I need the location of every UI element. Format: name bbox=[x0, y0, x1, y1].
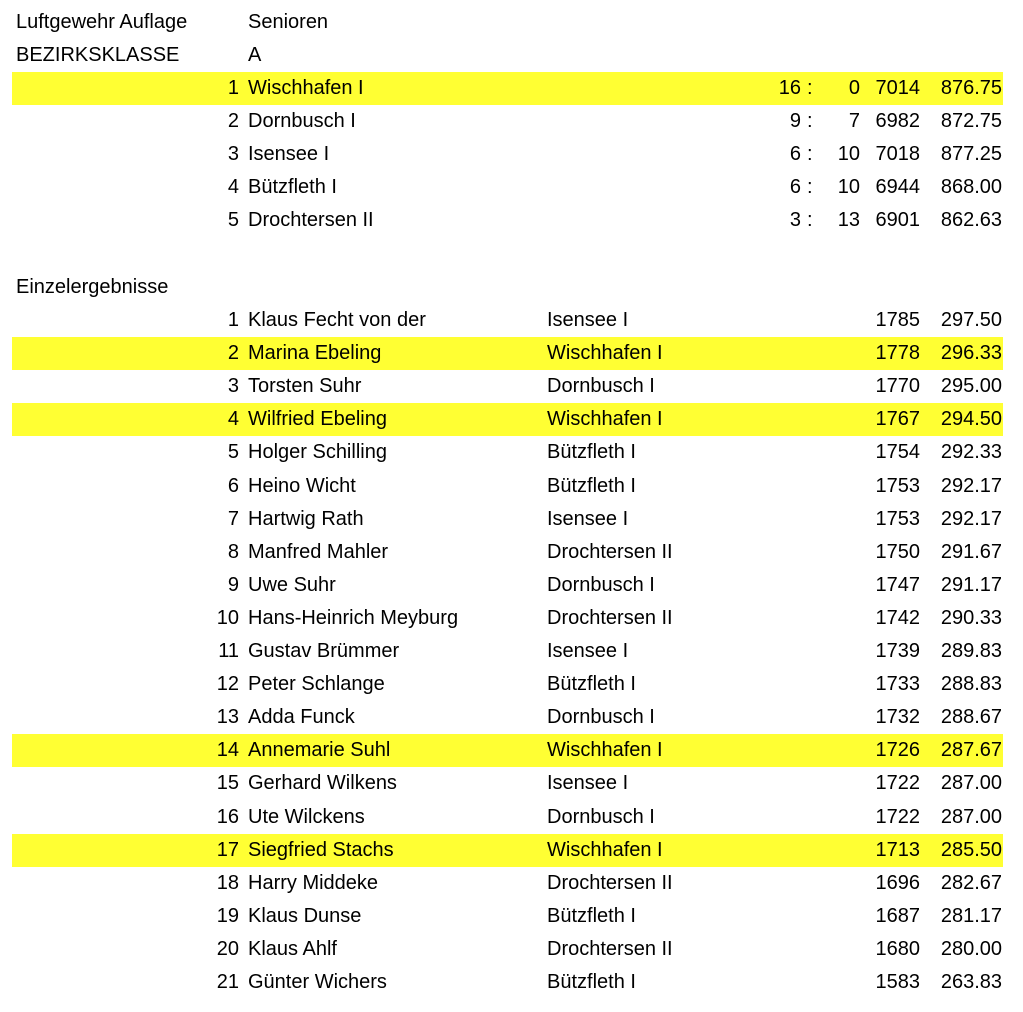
team-rank: 2 bbox=[227, 110, 239, 133]
shooter-total: 1722 bbox=[875, 805, 920, 828]
shooter-club: Dornbusch I bbox=[547, 375, 655, 398]
team-row bbox=[12, 171, 1003, 204]
team-rank: 5 bbox=[227, 209, 239, 232]
team-points-for: 6 bbox=[789, 143, 801, 166]
shooter-club: Dornbusch I bbox=[547, 706, 655, 729]
shooter-average: 291.67 bbox=[940, 540, 1002, 563]
shooter-average: 290.33 bbox=[940, 606, 1002, 629]
shooter-club: Dornbusch I bbox=[547, 805, 655, 828]
team-row bbox=[12, 204, 1003, 237]
shooter-rank: 15 bbox=[216, 772, 239, 795]
shooter-average: 289.83 bbox=[940, 640, 1002, 662]
team-row bbox=[12, 138, 1003, 171]
team-points-against: 13 bbox=[837, 209, 860, 232]
shooter-total: 1750 bbox=[875, 540, 920, 563]
shooter-name: Klaus Ahlf bbox=[248, 937, 337, 960]
shooter-rank: 21 bbox=[216, 971, 239, 993]
shooter-rank: 12 bbox=[216, 673, 239, 696]
shooter-average: 285.50 bbox=[940, 838, 1002, 861]
shooter-total: 1733 bbox=[875, 673, 920, 696]
team-points-for: 6 bbox=[789, 176, 801, 199]
shooter-name: Klaus Fecht von der bbox=[248, 309, 426, 331]
team-total: 6901 bbox=[875, 209, 920, 232]
shooter-name: Günter Wichers bbox=[248, 971, 387, 993]
points-separator: : bbox=[807, 209, 813, 232]
shooter-total: 1726 bbox=[875, 739, 920, 762]
shooter-rank: 5 bbox=[227, 441, 239, 464]
shooter-name: Uwe Suhr bbox=[248, 573, 336, 596]
shooter-row bbox=[12, 900, 1003, 933]
shooter-rank: 14 bbox=[216, 739, 239, 762]
shooter-name: Manfred Mahler bbox=[248, 540, 389, 563]
shooter-average: 294.50 bbox=[940, 408, 1002, 431]
shooter-total: 1742 bbox=[875, 606, 920, 629]
shooter-name: Gerhard Wilkens bbox=[248, 772, 397, 795]
shooter-average: 288.83 bbox=[940, 673, 1002, 696]
shooter-row bbox=[12, 304, 1003, 337]
shooter-total: 1680 bbox=[875, 937, 920, 960]
shooter-name: Wilfried Ebeling bbox=[248, 408, 387, 431]
shooter-row bbox=[12, 966, 1003, 999]
shooter-average: 296.33 bbox=[940, 342, 1002, 365]
shooter-rank: 9 bbox=[227, 573, 239, 596]
shooter-rank: 1 bbox=[227, 309, 239, 331]
shooter-club: Dornbusch I bbox=[547, 573, 655, 596]
shooter-total: 1767 bbox=[875, 408, 920, 431]
team-points-against: 0 bbox=[848, 77, 860, 99]
team-points-against: 10 bbox=[837, 143, 860, 166]
shooter-name: Harry Middeke bbox=[248, 871, 379, 894]
shooter-club: Wischhafen I bbox=[547, 408, 663, 431]
shooter-club: Isensee I bbox=[547, 640, 629, 662]
shooter-name: Adda Funck bbox=[248, 706, 355, 729]
shooter-average: 282.67 bbox=[940, 871, 1002, 894]
shooter-name: Marina Ebeling bbox=[248, 342, 382, 365]
shooter-average: 281.17 bbox=[940, 904, 1002, 927]
shooter-total: 1696 bbox=[875, 871, 920, 894]
shooter-name: Gustav Brümmer bbox=[248, 640, 400, 662]
shooter-rank: 8 bbox=[227, 540, 239, 563]
team-points-for: 3 bbox=[789, 209, 801, 232]
shooter-total: 1753 bbox=[875, 474, 920, 497]
team-points-against: 10 bbox=[837, 176, 860, 199]
shooter-rank: 6 bbox=[227, 474, 239, 497]
shooter-rank: 19 bbox=[216, 904, 239, 927]
discipline-label: Luftgewehr Auflage bbox=[16, 11, 188, 33]
team-row bbox=[12, 105, 1003, 138]
team-name: Dornbusch I bbox=[248, 110, 356, 133]
shooter-club: Bützfleth I bbox=[547, 971, 636, 993]
shooter-average: 297.50 bbox=[940, 309, 1002, 331]
shooter-name: Heino Wicht bbox=[248, 474, 356, 497]
team-name: Bützfleth I bbox=[248, 176, 337, 199]
shooter-total: 1770 bbox=[875, 375, 920, 398]
team-points-against: 7 bbox=[848, 110, 860, 133]
shooter-rank: 18 bbox=[216, 871, 239, 894]
shooter-club: Drochtersen II bbox=[547, 540, 673, 563]
shooter-average: 295.00 bbox=[940, 375, 1002, 398]
shooter-row bbox=[12, 403, 1003, 436]
shooter-club: Drochtersen II bbox=[547, 606, 673, 629]
shooter-club: Drochtersen II bbox=[547, 871, 673, 894]
shooter-row bbox=[12, 867, 1003, 900]
team-average: 868.00 bbox=[940, 176, 1002, 199]
shooter-name: Hans-Heinrich Meyburg bbox=[248, 606, 459, 629]
shooter-club: Isensee I bbox=[547, 772, 629, 795]
shooter-total: 1583 bbox=[875, 971, 920, 993]
shooter-total: 1747 bbox=[875, 573, 920, 596]
team-name: Wischhafen I bbox=[248, 77, 364, 99]
shooter-name: Holger Schilling bbox=[248, 441, 387, 464]
shooter-row bbox=[12, 436, 1003, 469]
shooter-name: Hartwig Rath bbox=[248, 507, 364, 530]
shooter-row bbox=[12, 933, 1003, 966]
shooter-average: 263.83 bbox=[940, 971, 1002, 993]
team-average: 877.25 bbox=[940, 143, 1002, 166]
shooter-total: 1722 bbox=[875, 772, 920, 795]
points-separator: : bbox=[807, 176, 813, 199]
shooter-total: 1732 bbox=[875, 706, 920, 729]
shooter-row bbox=[12, 370, 1003, 403]
shooter-name: Ute Wilckens bbox=[248, 805, 365, 828]
shooter-average: 291.17 bbox=[940, 573, 1002, 596]
individual-results-title: Einzelergebnisse bbox=[16, 276, 169, 298]
shooter-club: Bützfleth I bbox=[547, 904, 636, 927]
shooter-row bbox=[12, 734, 1003, 767]
shooter-row bbox=[12, 834, 1003, 867]
points-separator: : bbox=[807, 110, 813, 133]
header-row-2 bbox=[12, 39, 1003, 72]
shooter-rank: 3 bbox=[227, 375, 239, 398]
shooter-name: Peter Schlange bbox=[248, 673, 385, 696]
shooter-rank: 11 bbox=[218, 640, 239, 662]
shooter-row bbox=[12, 767, 1003, 800]
team-total: 6982 bbox=[875, 110, 920, 133]
shooter-club: Wischhafen I bbox=[547, 838, 663, 861]
shooter-average: 280.00 bbox=[940, 937, 1002, 960]
shooter-club: Bützfleth I bbox=[547, 474, 636, 497]
shooter-row bbox=[12, 668, 1003, 701]
shooter-rank: 13 bbox=[216, 706, 239, 729]
shooter-average: 287.67 bbox=[940, 739, 1002, 762]
team-average: 872.75 bbox=[940, 110, 1002, 133]
shooter-name: Siegfried Stachs bbox=[248, 838, 394, 861]
shooter-average: 287.00 bbox=[940, 772, 1002, 795]
shooter-row bbox=[12, 470, 1003, 503]
shooter-name: Klaus Dunse bbox=[248, 904, 362, 927]
shooter-rank: 17 bbox=[216, 838, 239, 861]
team-name: Drochtersen II bbox=[248, 209, 374, 232]
team-rank: 1 bbox=[227, 77, 239, 99]
shooter-club: Bützfleth I bbox=[547, 441, 636, 464]
shooter-club: Bützfleth I bbox=[547, 673, 636, 696]
shooter-rank: 16 bbox=[216, 805, 239, 828]
shooter-rank: 2 bbox=[227, 342, 239, 365]
shooter-total: 1739 bbox=[875, 640, 920, 662]
shooter-average: 292.17 bbox=[940, 474, 1002, 497]
league-label: BEZIRKSKLASSE bbox=[16, 44, 180, 66]
shooter-rank: 7 bbox=[227, 507, 239, 530]
shooter-total: 1778 bbox=[875, 342, 920, 365]
shooter-club: Wischhafen I bbox=[547, 739, 663, 762]
shooter-name: Torsten Suhr bbox=[248, 375, 362, 398]
group-label: A bbox=[248, 44, 262, 66]
shooter-club: Wischhafen I bbox=[547, 342, 663, 365]
shooter-row bbox=[12, 801, 1003, 834]
shooter-name: Annemarie Suhl bbox=[248, 739, 391, 762]
team-name: Isensee I bbox=[248, 143, 330, 166]
shooter-rank: 4 bbox=[227, 408, 239, 431]
shooter-row bbox=[12, 569, 1003, 602]
points-separator: : bbox=[807, 143, 813, 166]
team-total: 7018 bbox=[875, 143, 920, 166]
shooter-total: 1753 bbox=[875, 507, 920, 530]
shooter-average: 292.33 bbox=[940, 441, 1002, 464]
category-label: Senioren bbox=[248, 11, 329, 33]
team-row bbox=[12, 72, 1003, 105]
shooter-total: 1713 bbox=[875, 838, 920, 861]
shooter-total: 1785 bbox=[875, 309, 920, 331]
shooter-row bbox=[12, 701, 1003, 734]
team-total: 7014 bbox=[875, 77, 920, 99]
shooter-average: 292.17 bbox=[940, 507, 1002, 530]
shooter-total: 1687 bbox=[875, 904, 920, 927]
team-rank: 3 bbox=[227, 143, 239, 166]
shooter-average: 288.67 bbox=[940, 706, 1002, 729]
shooter-club: Isensee I bbox=[547, 309, 629, 331]
shooter-rank: 10 bbox=[216, 606, 239, 629]
shooter-total: 1754 bbox=[875, 441, 920, 464]
team-points-for: 16 bbox=[778, 77, 801, 99]
header-row-1 bbox=[12, 6, 1003, 39]
shooter-row bbox=[12, 635, 1003, 668]
shooter-average: 287.00 bbox=[940, 805, 1002, 828]
shooter-club: Isensee I bbox=[547, 507, 629, 530]
individual-title-row bbox=[12, 271, 1003, 304]
shooter-row bbox=[12, 536, 1003, 569]
team-points-for: 9 bbox=[789, 110, 801, 133]
points-separator: : bbox=[807, 77, 813, 99]
shooter-club: Drochtersen II bbox=[547, 937, 673, 960]
shooter-row bbox=[12, 503, 1003, 536]
team-rank: 4 bbox=[227, 176, 239, 199]
shooter-rank: 20 bbox=[216, 937, 239, 960]
shooter-row bbox=[12, 602, 1003, 635]
team-average: 876.75 bbox=[940, 77, 1002, 99]
team-average: 862.63 bbox=[940, 209, 1002, 232]
team-total: 6944 bbox=[875, 176, 920, 199]
shooter-row bbox=[12, 337, 1003, 370]
